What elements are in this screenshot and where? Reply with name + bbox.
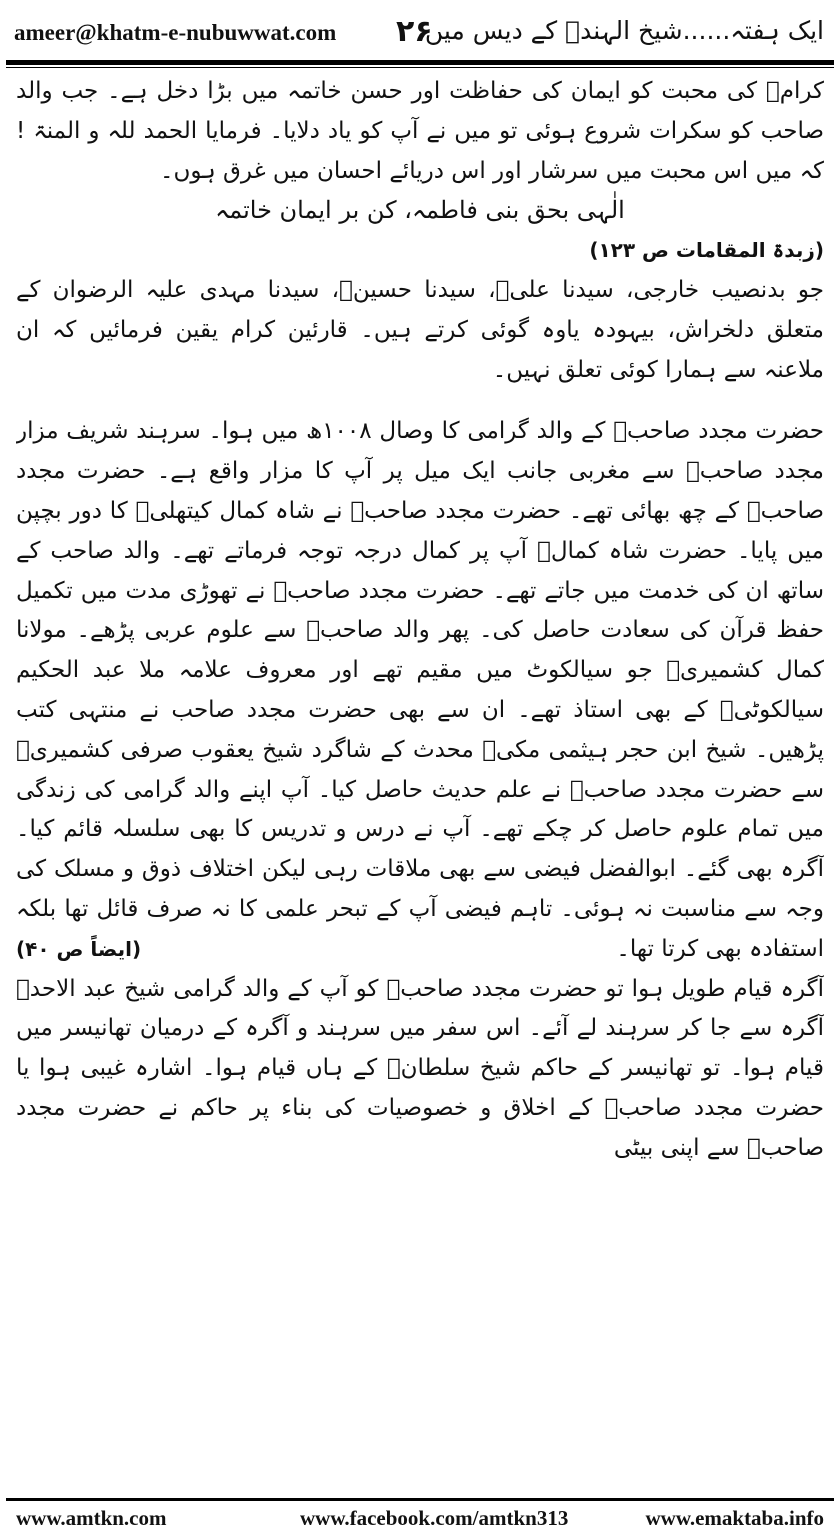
- paragraph-3: [16, 412, 824, 969]
- header-rule-thick: [6, 60, 834, 65]
- paragraph-3-text: حضرت مجدد صاحبؒ کے والد گرامی کا وصال ۱۰۰۸ھ میں ہوا۔ سرہند شریف مزار مجدد صاحبؒ سے مغربی جانب ایک میل پر آپ کا مزار واقع ہے۔ حضرت مجدد صاحبؒ کے چھ بھائی تھے۔ حضرت مجدد صاحبؒ نے شاہ کمال کیتھلیؒ کا دور بچپن میں پایا۔ حضرت شاہ کمالؒ آپ پر کمال درجہ توجہ فرماتے تھے۔ والد صاحب کے ساتھ ان کی خدمت میں جاتے تھے۔ حضرت مجدد صاحبؒ نے تھوڑی مدت میں تکمیل حفظ قرآن کی سعادت حاصل کی۔ پھر والد صاحبؒ سے علوم عربی پڑھے۔ مولانا کمال کشمیریؒ جو سیالکوٹ میں مقیم تھے اور معروف علامہ ملا عبد الحکیم سیالکوٹیؒ کے بھی استاذ تھے۔ ان سے بھی حضرت مجدد صاحب نے منتہی کتب پڑھیں۔ شیخ ابن حجر ہیثمی مکیؒ محدث کے شاگرد شیخ یعقوب صرفی کشمیریؒ سے حضرت مجدد صاحبؒ نے علم حدیث حاصل کیا۔ آپ اپنے والد گرامی کی زندگی میں تمام علوم حاصل کر چکے تھے۔ آپ نے درس و تدریس کا بھی سلسلہ قائم کیا۔ آگرہ بھی گئے۔ ابوالفضل فیضی سے بھی ملاقات رہی لیکن اختلاف ذوق و مسلک کی وجہ سے مناسبت نہ ہوئی۔ تاہم فیضی آپ کے تبحر علمی کا نہ صرف قائل تھا بلکہ استفادہ بھی کرتا تھا۔: [16, 418, 824, 962]
- page-number: ۲۶: [396, 14, 433, 49]
- citation-2: (ایضاً ص ۴۰): [16, 936, 142, 961]
- footer-link-emaktaba[interactable]: www.emaktaba.info: [645, 1506, 824, 1530]
- page-footer: [0, 1506, 840, 1536]
- citation-1: (زبدۃ المقامات ص ۱۲۳): [589, 238, 824, 263]
- footer-rule: [6, 1498, 834, 1501]
- page-header: [0, 0, 840, 64]
- header-email: ameer@khatm-e-nubuwwat.com: [14, 20, 337, 45]
- footer-link-amtkn[interactable]: www.amtkn.com: [16, 1506, 167, 1530]
- header-rule-thin: [6, 67, 834, 68]
- persian-verse: الٰہی بحق بنی فاطمہ، کن بر ایمان خاتمہ: [215, 196, 625, 225]
- paragraph-4: آگرہ قیام طویل ہوا تو حضرت مجدد صاحبؒ کو آپ کے والد گرامی شیخ عبد الاحدؒ آگرہ سے جا کر سرہند لے آئے۔ اس سفر میں سرہند و آگرہ کے درمیان تھانیسر میں قیام ہوا۔ تو تھانیسر کے حاکم شیخ سلطانؒ کے ہاں قیام ہوا۔ اشارہ غیبی ہوا یا حضرت مجدد صاحبؒ کے اخلاق و خصوصیات کی بناء پر حاکم نے حضرت مجدد صاحبؒ سے اپنی بیٹی: [16, 975, 824, 1161]
- footer-link-facebook[interactable]: www.facebook.com/amtkn313: [300, 1506, 569, 1530]
- page-body: [16, 72, 824, 1490]
- paragraph-1: کرامؓ کی محبت کو ایمان کی حفاظت اور حسن خاتمہ میں بڑا دخل ہے۔ جب والد صاحب کو سکرات شروع ہوئی تو میں نے آپ کو یاد دلایا۔ فرمایا الحمد للہ و المنۃ ! کہ میں اس محبت میں سرشار اور اس دریائے احسان میں غرق ہوں۔: [16, 78, 824, 184]
- book-title: ایک ہفتہ......شیخ الہندؒ کے دیس میں: [424, 16, 824, 45]
- paragraph-2: جو بدنصیب خارجی، سیدنا علیؓ، سیدنا حسینؓ، سیدنا مہدی علیہ الرضوان کے متعلق دلخراش، بیہودہ یاوہ گوئی کرتے ہیں۔ قارئین کرام یقین فرمائیں کہ ان ملاعنہ سے ہمارا کوئی تعلق نہیں۔: [16, 276, 824, 383]
- paragraph-gap: [16, 390, 824, 412]
